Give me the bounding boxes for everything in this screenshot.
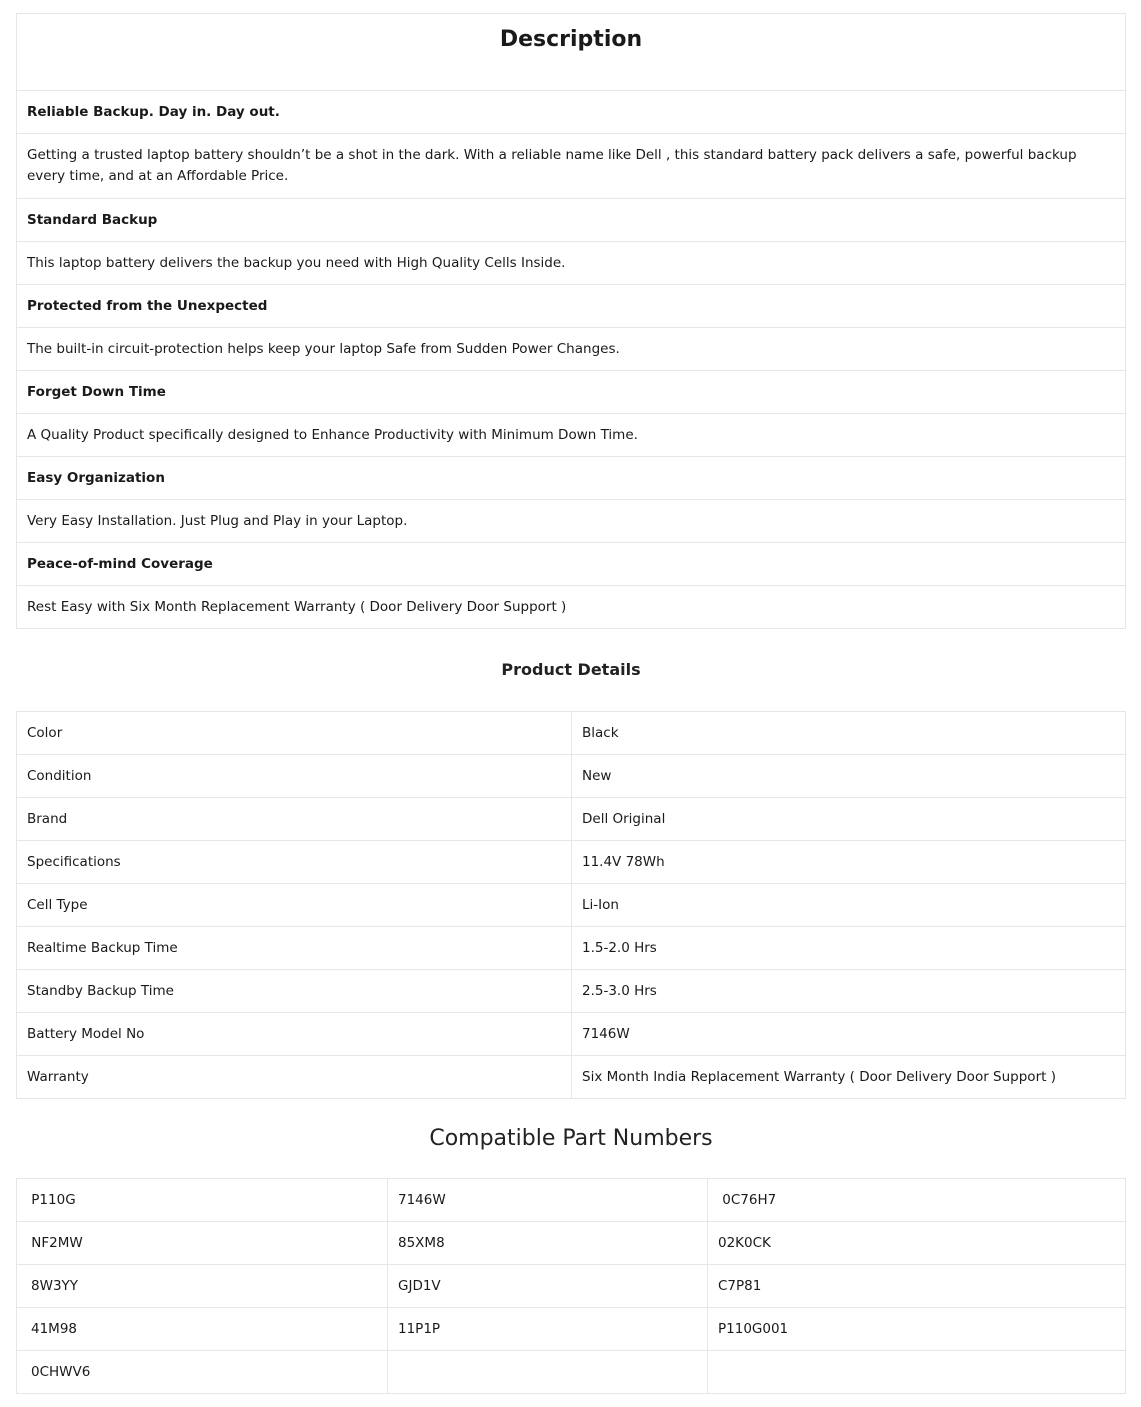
section-heading: Forget Down Time [17, 371, 1126, 414]
part-number: 41M98 [17, 1308, 388, 1351]
product-details-title: Product Details [501, 660, 641, 679]
detail-value: Dell Original [572, 798, 1126, 841]
part-number: 0CHWV6 [17, 1351, 388, 1394]
table-row [17, 884, 1126, 927]
detail-value: Six Month India Replacement Warranty ( Door Delivery Door Support ) [572, 1056, 1126, 1099]
section-text: A Quality Product specifically designed to Enhance Productivity with Minimum Down Time. [17, 414, 1126, 457]
section-text: Getting a trusted laptop battery shouldn’t be a shot in the dark. With a reliable name like Dell , this standard battery pack delivers a safe, powerful backup every time, and at an Affordable Price. [17, 134, 1126, 199]
product-details-table [16, 711, 1126, 1099]
section-text: Rest Easy with Six Month Replacement Warranty ( Door Delivery Door Support ) [17, 586, 1126, 629]
detail-value: 11.4V 78Wh [572, 841, 1126, 884]
table-row [17, 841, 1126, 884]
description-title-cell [17, 14, 1126, 91]
part-number: 02K0CK [708, 1222, 1126, 1265]
part-number: GJD1V [388, 1265, 708, 1308]
detail-label: Cell Type [17, 884, 572, 927]
table-row [17, 712, 1126, 755]
detail-value: 7146W [572, 1013, 1126, 1056]
part-number: P110G [17, 1179, 388, 1222]
detail-label: Battery Model No [17, 1013, 572, 1056]
section-text: This laptop battery delivers the backup you need with High Quality Cells Inside. [17, 242, 1126, 285]
part-number: 11P1P [388, 1308, 708, 1351]
part-number: P110G001 [708, 1308, 1126, 1351]
detail-value: Black [572, 712, 1126, 755]
table-row [17, 755, 1126, 798]
detail-value: Li-Ion [572, 884, 1126, 927]
part-number: NF2MW [17, 1222, 388, 1265]
section-text: Very Easy Installation. Just Plug and Play in your Laptop. [17, 500, 1126, 543]
table-row [17, 1222, 1126, 1265]
table-row [17, 1308, 1126, 1351]
table-row [17, 1013, 1126, 1056]
table-row [17, 1179, 1126, 1222]
section-heading: Reliable Backup. Day in. Day out. [17, 91, 1126, 134]
table-row [17, 1351, 1126, 1394]
table-row [17, 1056, 1126, 1099]
section-heading: Peace-of-mind Coverage [17, 543, 1126, 586]
part-number [708, 1351, 1126, 1394]
detail-value: 1.5-2.0 Hrs [572, 927, 1126, 970]
detail-label: Specifications [17, 841, 572, 884]
compatible-parts-title: Compatible Part Numbers [429, 1126, 713, 1151]
part-number: C7P81 [708, 1265, 1126, 1308]
section-heading: Standard Backup [17, 199, 1126, 242]
table-row [17, 798, 1126, 841]
description-table [16, 13, 1126, 629]
compatible-parts-table [16, 1178, 1126, 1394]
part-number: 7146W [388, 1179, 708, 1222]
detail-label: Brand [17, 798, 572, 841]
table-row [17, 1265, 1126, 1308]
detail-value: New [572, 755, 1126, 798]
detail-label: Color [17, 712, 572, 755]
table-row [17, 970, 1126, 1013]
part-number: 8W3YY [17, 1265, 388, 1308]
description-title: Description [499, 27, 643, 52]
detail-label: Standby Backup Time [17, 970, 572, 1013]
detail-label: Condition [17, 755, 572, 798]
part-number: 85XM8 [388, 1222, 708, 1265]
section-heading: Easy Organization [17, 457, 1126, 500]
section-text: The built-in circuit-protection helps keep your laptop Safe from Sudden Power Changes. [17, 328, 1126, 371]
detail-label: Warranty [17, 1056, 572, 1099]
table-row [17, 927, 1126, 970]
part-number [388, 1351, 708, 1394]
part-number: 0C76H7 [708, 1179, 1126, 1222]
detail-value: 2.5-3.0 Hrs [572, 970, 1126, 1013]
detail-label: Realtime Backup Time [17, 927, 572, 970]
section-heading: Protected from the Unexpected [17, 285, 1126, 328]
